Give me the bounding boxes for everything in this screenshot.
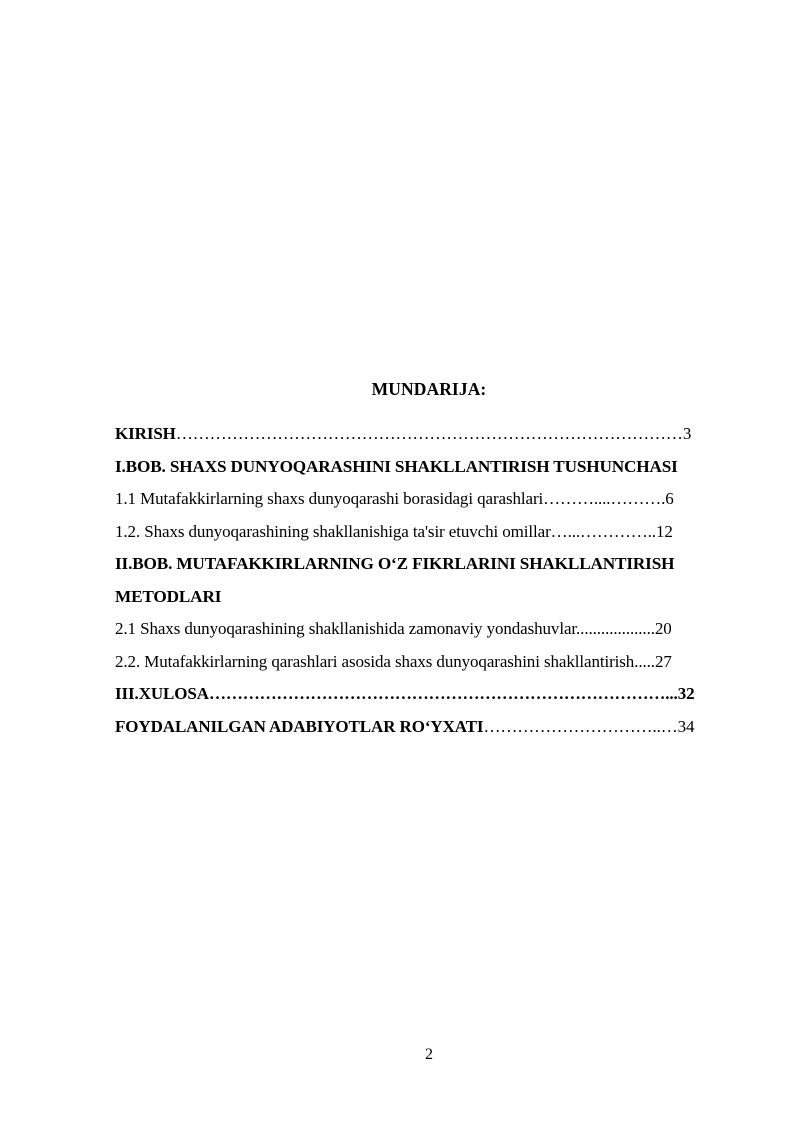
toc-chapter-2-heading-cont[interactable] <box>115 585 741 618</box>
toc-entry-xulosa[interactable] <box>115 682 741 715</box>
toc-entry-label: I.BOB. SHAXS DUNYOQARASHINI SHAKLLANTIRISH TUSHUNCHASI <box>115 456 678 476</box>
toc-leader-dots: …………………………..… <box>483 716 678 736</box>
toc-entry-label: 2.2. Mutafakkirlarning qarashlari asosida shaxs dunyoqarashini shakllantirish <box>115 651 635 671</box>
toc-chapter-2-heading[interactable] <box>115 552 741 585</box>
toc-entry-2-1[interactable] <box>115 617 741 650</box>
toc-entry-label: III.XULOSA <box>115 684 209 703</box>
toc-page-number: 32 <box>677 684 695 703</box>
toc-page-number: 6 <box>665 489 674 508</box>
table-of-contents <box>115 422 741 747</box>
toc-entry-adabiyotlar[interactable] <box>115 715 741 748</box>
toc-page-number: 20 <box>654 619 672 638</box>
toc-chapter-1-heading[interactable] <box>115 455 741 488</box>
toc-page-number: 34 <box>677 716 695 736</box>
page-number: 2 <box>425 1046 433 1063</box>
toc-entry-label: 1.2. Shaxs dunyoqarashining shakllanishiga ta'sir etuvchi omillar <box>115 521 551 541</box>
toc-entry-2-2[interactable] <box>115 650 741 683</box>
toc-entry-label: KIRISH <box>115 424 176 443</box>
toc-entry-kirish[interactable] <box>115 422 741 455</box>
toc-entry-label: METODLARI <box>115 586 222 606</box>
toc-entry-1-1[interactable] <box>115 487 741 520</box>
toc-leader-dots: ……………………………………………………………………………… <box>175 424 683 443</box>
toc-leader-dots: …...………….. <box>550 521 656 541</box>
toc-leader-dots: ………………………………………………………………………... <box>208 684 678 703</box>
toc-page-number: 12 <box>655 521 673 541</box>
toc-page-number: 3 <box>682 424 692 443</box>
toc-leader-dots: ………....………. <box>543 489 666 508</box>
toc-entry-1-2[interactable] <box>115 520 741 553</box>
toc-page-number: 27 <box>654 651 672 671</box>
toc-leader-dots: ................... <box>576 619 655 638</box>
toc-title: MUNDARIJA: <box>371 379 487 399</box>
toc-entry-label: II.BOB. MUTAFAKKIRLARNING O‘Z FIKRLARINI SHAKLLANTIRISH <box>115 554 675 573</box>
toc-entry-label: 1.1 Mutafakkirlarning shaxs dunyoqarashi borasidagi qarashlari <box>115 489 544 508</box>
toc-entry-label: FOYDALANILGAN ADABIYOTLAR RO‘YXATI <box>115 716 484 736</box>
toc-leader-dots: ..... <box>634 651 655 671</box>
toc-entry-label: 2.1 Shaxs dunyoqarashining shakllanishida zamonaviy yondashuvlar <box>115 619 577 638</box>
